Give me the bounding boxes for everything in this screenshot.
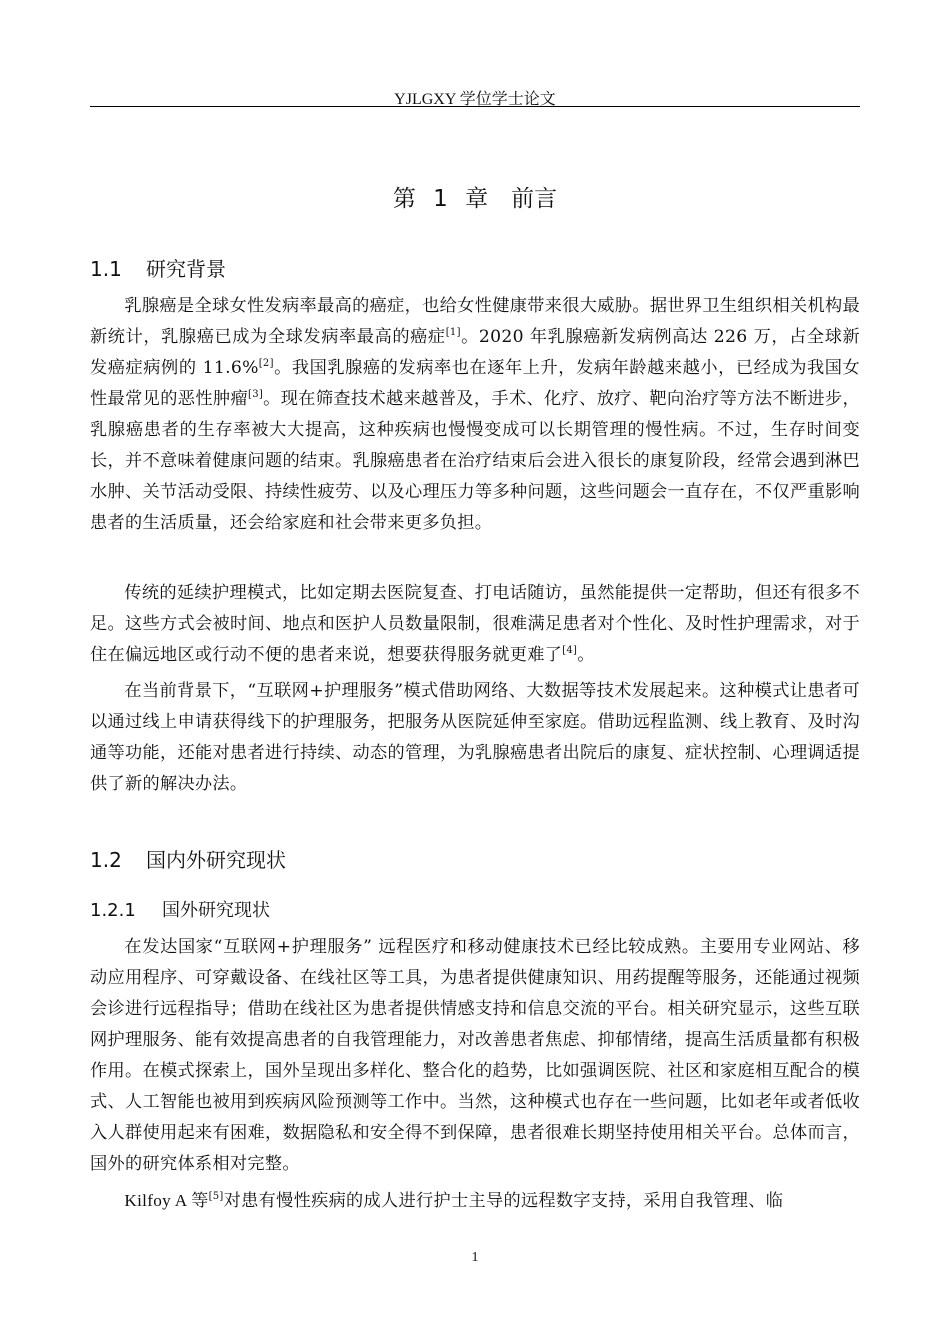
section-number: 1.1 [90,257,122,281]
citation-1[interactable]: [1] [445,327,461,338]
running-header: YJLGXY 学位学士论文 [394,91,556,108]
header-rule [90,106,860,107]
text-run: 乳腺癌是全球女性发病率最高的癌症，也给女性健康带来很大威胁。据世界卫生组织相关机构最新统计，乳腺癌已成为全球发病率最高的癌症 [90,296,860,347]
paragraph-foreign-research: 在发达国家“互联网+护理服务” 远程医疗和移动健康技术已经比较成熟。主要用专业网站、移动应用程序、可穿戴设备、在线社区等工具，为患者提供健康知识、用药提醒等服务，还能通过视频会诊进行远程指导；借助在线社区为患者提供情感支持和信息交流的平台。相关研究显示，这些互联网护理服务、能有效提高患者的自我管理能力，对改善患者焦虑、抑郁情绪，提高生活质量都有积极作用。在模式探索上，国外呈现出多样化、整合化的趋势，比如强调医院、社区和家庭相互配合的模式、人工智能也被用到疾病风险预测等工作中。当然，这种模式也存在一些问题，比如老年或者低收入人群使用起来有困难，数据隐私和安全得不到保障，患者很难长期坚持使用相关平台。总体而言，国外的研究体系相对完整。 [90,937,860,1174]
citation-4[interactable]: [4] [562,645,578,656]
subsection-title: 国外研究现状 [162,900,270,921]
section-number: 1.2 [90,848,122,872]
subsection-number: 1.2.1 [90,900,136,921]
section-title: 国内外研究现状 [146,848,286,872]
subsection-heading-1-2-1 [90,896,270,922]
citation-2[interactable]: [2] [258,358,274,369]
section-heading-1-2 [90,844,286,873]
text-run: 对患有慢性疾病的成人进行护士主导的远程数字支持，采用自我管理、临 [223,1191,784,1211]
text-run: Kilfoy A 等 [124,1191,209,1210]
text-run: 。 [577,645,595,665]
page-number: 1 [471,1250,479,1265]
citation-5[interactable]: [5] [208,1191,224,1202]
text-run: 传统的延续护理模式，比如定期去医院复查、打电话随访，虽然能提供一定帮助，但还有很多不足。这些方式会被时间、地点和医护人员数量限制，很难满足患者对个性化、及时性护理需求，对于住在偏远地区或行动不便的患者来说，想要获得服务就更难了 [90,583,860,665]
text-run: 。2020 年乳腺癌新发病例高达 226 万，占全球新发癌症病例的 11.6% [90,327,860,378]
section-heading-1-1 [90,253,226,282]
paragraph-background-3: 在当前背景下，“互联网+护理服务”模式借助网络、大数据等技术发展起来。这种模式让患者可以通过线上申请获得线下的护理服务，把服务从医院延伸至家庭。借助远程监测、线上教育、及时沟通等功能，还能对患者进行持续、动态的管理，为乳腺癌患者出院后的康复、症状控制、心理调适提供了新的解决办法。 [90,681,860,794]
paragraph-background-1 [90,291,860,539]
section-title: 研究背景 [146,257,226,281]
citation-3[interactable]: [3] [248,389,264,400]
chapter-title: 第 1 章 前言 [392,186,558,212]
text-run: 。我国乳腺癌的发病率也在逐年上升，发病年龄越来越小，已经成为我国女性最常见的恶性肿瘤 [90,358,861,409]
text-run: 。现在筛查技术越来越普及，手术、化疗、放疗、靶向治疗等方法不断进步，乳腺癌患者的生存率被大大提高，这种疾病也慢慢变成可以长期管理的慢性病。不过，生存时间变长，并不意味着健康问题的结束。乳腺癌患者在治疗结束后会进入很长的康复阶段，经常会遇到淋巴水肿、关节活动受限、持续性疲劳、以及心理压力等多种问题，这些问题会一直存在，不仅严重影响患者的生活质量，还会给家庭和社会带来更多负担。 [90,389,861,533]
paragraph-background-2 [90,578,860,671]
paragraph-kilfoy [90,1185,860,1217]
